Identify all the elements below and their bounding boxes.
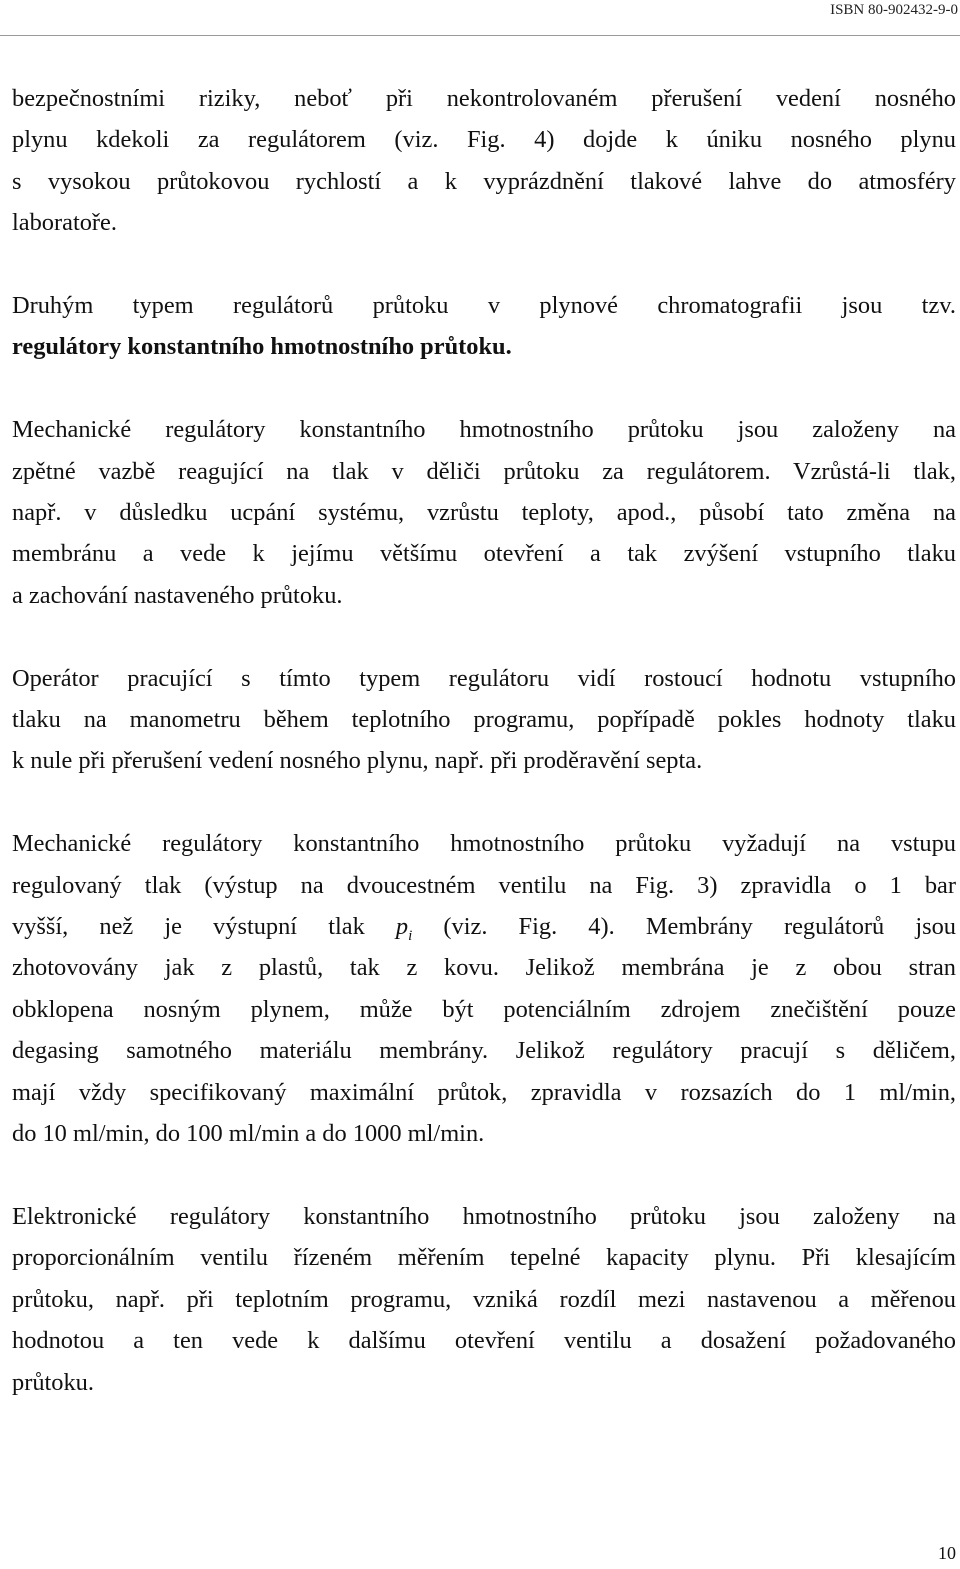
text-line: tlaku na manometru během teplotního programu, popřípadě pokles hodnoty tlaku (12, 706, 956, 734)
text-line: degasing samotného materiálu membrány. Jelikož regulátory pracují s děličem, (12, 1037, 956, 1065)
paragraph-3 (12, 409, 956, 616)
pressure-symbol-letter: p (395, 913, 409, 941)
page-body (12, 78, 956, 1444)
text-line: hodnotou a ten vede k dalšímu otevření ventilu a dosažení požadovaného (12, 1327, 956, 1355)
text-line: do 10 ml/min, do 100 ml/min a do 1000 ml/min. (12, 1120, 485, 1148)
text-segment: vyšší, než je výstupní tlak (12, 913, 365, 941)
text-line: obklopena nosným plynem, může být potenciálním zdrojem znečištění pouze (12, 995, 956, 1023)
text-line: průtoku. (12, 1368, 94, 1396)
page-number: 10 (938, 1543, 956, 1563)
text-line: např. v důsledku ucpání systému, vzrůstu teploty, apod., působí tato změna na (12, 499, 956, 527)
pressure-subscript: i (408, 927, 413, 944)
text-line: proporcionálním ventilu řízeném měřením tepelné kapacity plynu. Při klesajícím (12, 1244, 956, 1272)
isbn-header: ISBN 80-902432-9-0 (830, 2, 958, 18)
text-line: mají vždy specifikovaný maximální průtok, zpravidla v rozsazích do 1 ml/min, (12, 1078, 956, 1106)
text-line: Mechanické regulátory konstantního hmotnostního průtoku jsou založeny na (12, 416, 956, 444)
text-line: Mechanické regulátory konstantního hmotnostního průtoku vyžadují na vstupu (12, 830, 956, 858)
text-line-with-formula (12, 906, 956, 947)
text-line: plynu kdekoli za regulátorem (viz. Fig. 4) dojde k úniku nosného plynu (12, 126, 956, 154)
text-line: Operátor pracující s tímto typem regulátoru vidí rostoucí hodnotu vstupního (12, 664, 956, 692)
text-line: k nule při přerušení vedení nosného plynu, např. při proděravění septa. (12, 747, 703, 775)
pressure-symbol (395, 913, 413, 944)
paragraph-1 (12, 78, 956, 244)
text-line: bezpečnostními riziky, neboť při nekontrolovaném přerušení vedení nosného (12, 85, 956, 112)
text-line: zpětné vazbě reagující na tlak v děliči průtoku za regulátorem. Vzrůstá-li tlak, (12, 457, 956, 485)
text-line: membránu a vede k jejímu většímu otevření a tak zvýšení vstupního tlaku (12, 540, 956, 568)
paragraph-2 (12, 285, 956, 368)
text-line: zhotovovány jak z plastů, tak z kovu. Jelikož membrána je z obou stran (12, 954, 956, 982)
text-segment: (viz. Fig. 4). Membrány regulátorů jsou (443, 913, 956, 941)
text-line: regulovaný tlak (výstup na dvoucestném ventilu na Fig. 3) zpravidla o 1 bar (12, 871, 956, 899)
paragraph-6 (12, 1196, 956, 1403)
text-line: průtoku, např. při teplotním programu, vzniká rozdíl mezi nastavenou a měřenou (12, 1285, 956, 1313)
text-line: Elektronické regulátory konstantního hmotnostního průtoku jsou založeny na (12, 1202, 956, 1230)
paragraph-5 (12, 823, 956, 1154)
text-line: s vysokou průtokovou rychlostí a k vyprázdnění tlakové lahve do atmosféry (12, 167, 956, 195)
text-line: Druhým typem regulátorů průtoku v plynové chromatografii jsou tzv. (12, 292, 956, 320)
text-line: a zachování nastaveného průtoku. (12, 581, 343, 609)
paragraph-4 (12, 658, 956, 782)
text-line: laboratoře. (12, 209, 117, 237)
header-rule (0, 35, 960, 36)
bold-term: regulátory konstantního hmotnostního průtoku. (12, 333, 512, 361)
